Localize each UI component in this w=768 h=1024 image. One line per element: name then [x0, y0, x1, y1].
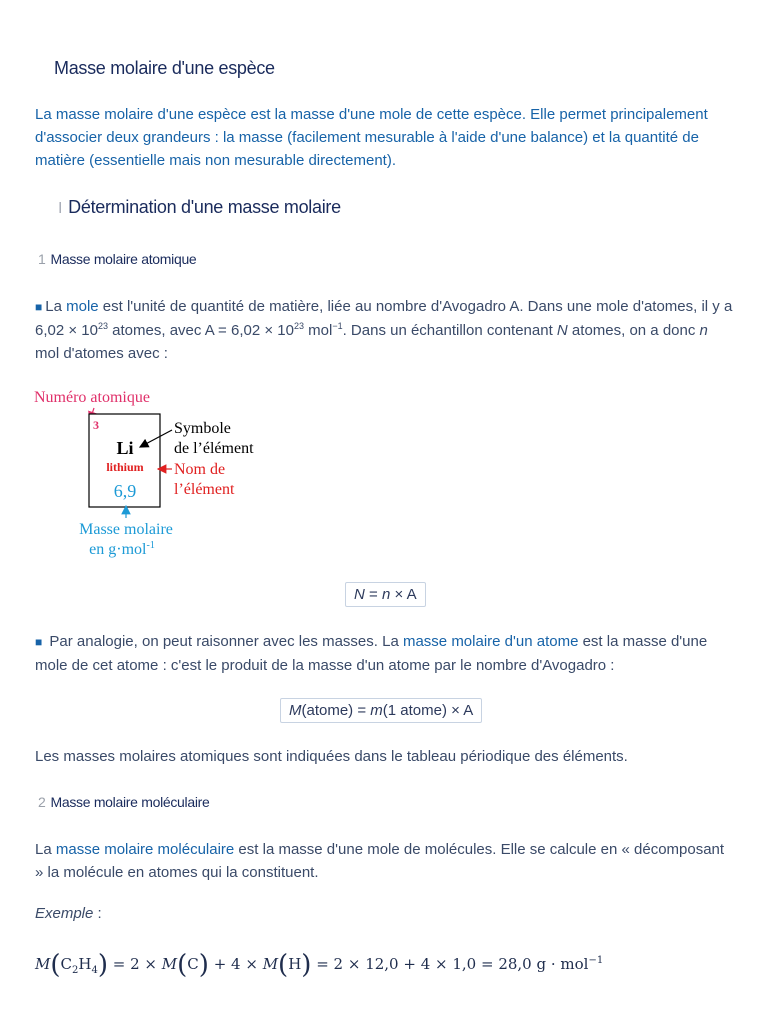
mass-label-line2: en g·mol$^{-1}$: [89, 540, 155, 558]
mass-label-line1: Masse molaire: [79, 521, 173, 538]
element-diagram: [34, 384, 294, 564]
name-label-line1: Nom de: [174, 461, 226, 478]
symbol-label-line1: Symbole: [174, 420, 231, 437]
subsection-heading-2: [38, 794, 210, 810]
section-heading: [58, 197, 341, 218]
symbol-label-line2: de l’élément: [174, 440, 254, 457]
example-equation: $M(C_2H_4) = 2 \times M(C) + 4 \times M(H) = 2 \times 12,0 + 4 \times 1,0 = 28,0$ g · mol$^{-1}$: [35, 950, 604, 980]
analogy-paragraph: ■ Par analogie, on peut raisonner avec les masses. La masse molaire d'un atome est la masse d'une mole de cet atome : c'est le produit de la masse d'un atome par le nombre d'Avogadro :: [35, 633, 708, 674]
name-label-line2: l’élément: [174, 481, 235, 498]
molecular-paragraph: La masse molaire moléculaire est la masse d'une mole de molécules. Elle se calcule en « décomposant » la molécule en atomes qui la constituent.: [35, 841, 725, 881]
subsection-title: Masse molaire moléculaire: [50, 794, 210, 810]
element-name: lithium: [106, 460, 144, 474]
element-diagram-svg: [34, 384, 294, 564]
keyword-masse-molaire-atome: masse molaire d'un atome: [402, 633, 579, 650]
intro-paragraph: La masse molaire d'une espèce est la masse d'une mole de cette espèce. Elle permet principalement d'associer deux grandeurs : la masse (facilement mesurable à l'aide d'une balance) et la quantité de matière (essentielle mais non mesurable directement).: [35, 106, 708, 169]
bullet-square-icon: ■: [35, 300, 43, 314]
mole-paragraph: ■ La mole est l'unité de quantité de matière, liée au nombre d'Avogadro A. Dans une mole d'atomes, il y a $6,02 \times 10^{23}$ atomes, avec $A = 6,02 \times 10^{23}$ mol$^{-1}$. Dans un échantillon contenant N atomes, on a donc n mol d'atomes avec :: [35, 298, 733, 362]
subsection-number: 2: [38, 794, 46, 810]
periodic-table-note: Les masses molaires atomiques sont indiquées dans le tableau périodique des éléments.: [35, 748, 628, 765]
keyword-mole: mole: [66, 298, 99, 315]
subsection-number: 1: [38, 251, 46, 267]
section-number: I: [58, 200, 63, 217]
element-symbol: Li: [116, 438, 134, 458]
formula-masse-atome: M(atome) = m(1 atome) × A: [280, 698, 482, 723]
atomic-number-label: Numéro atomique: [34, 389, 150, 406]
example-label: Exemple :: [35, 905, 102, 922]
formula-n-avogadro: N = n × A: [345, 582, 426, 607]
page-title: Masse molaire d'une espèce: [54, 58, 275, 78]
subsection-title: Masse molaire atomique: [50, 251, 197, 267]
element-mass: 6,9: [113, 481, 137, 501]
subsection-heading-1: [38, 251, 196, 267]
section-title: Détermination d'une masse molaire: [68, 197, 341, 217]
bullet-square-icon: ■: [35, 635, 43, 649]
atomic-number: 3: [93, 418, 99, 432]
keyword-masse-molaire-moleculaire: masse molaire moléculaire: [55, 841, 235, 858]
